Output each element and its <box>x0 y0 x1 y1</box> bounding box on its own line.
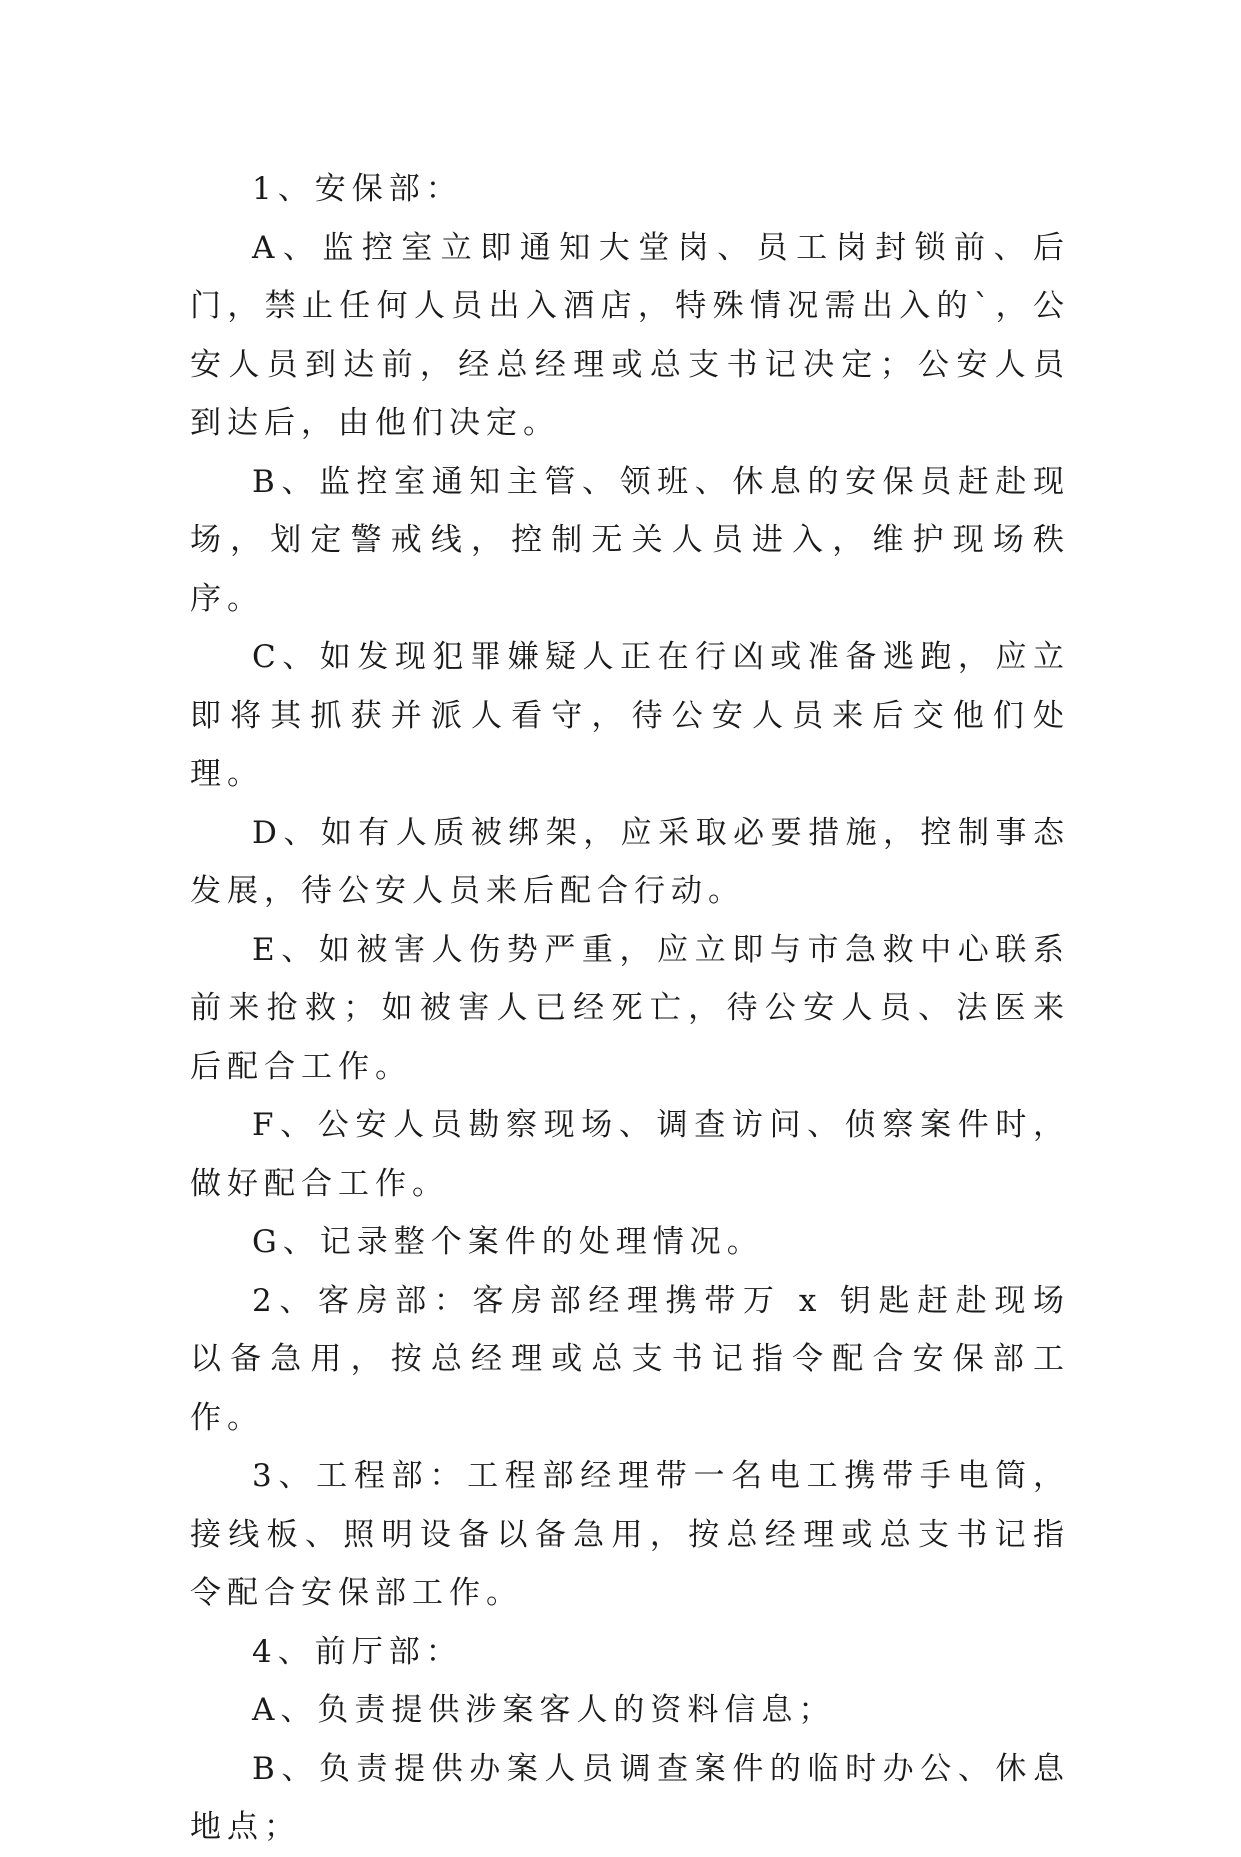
paragraph-security-e: E、如被害人伤势严重，应立即与市急救中心联系前来抢救；如被害人已经死亡，待公安人员、法医来后配合工作。 <box>190 931 1070 1085</box>
document-body <box>190 160 1070 1857</box>
paragraph-housekeeping-dept: 2、客房部：客房部经理携带万 x 钥匙赶赴现场以备急用，按总经理或总支书记指令配合安保部工作。 <box>190 1282 1070 1436</box>
paragraph-front-office-b: B、负责提供办案人员调查案件的临时办公、休息地点； <box>190 1750 1070 1845</box>
heading-front-office-dept: 4、前厅部： <box>252 1633 463 1670</box>
paragraph-front-office-a: A、负责提供涉案客人的资料信息； <box>252 1692 836 1728</box>
heading-security-dept: 1、安保部： <box>252 171 463 207</box>
paragraph-security-d: D、如有人质被绑架，应采取必要措施，控制事态发展，待公安人员来后配合行动。 <box>190 814 1070 909</box>
paragraph-security-a: A、监控室立即通知大堂岗、员工岗封锁前、后门，禁止任何人员出入酒店，特殊情况需出入的`，公安人员到达前，经总经理或总支书记决定；公安人员到达后，由他们决定。 <box>190 229 1070 441</box>
paragraph-security-f: F、公安人员勘察现场、调查访问、侦察案件时，做好配合工作。 <box>190 1107 1070 1202</box>
paragraph-security-b: B、监控室通知主管、领班、休息的安保员赶赴现场，划定警戒线，控制无关人员进入，维护现场秩序。 <box>190 463 1070 617</box>
paragraph-security-g: G、记录整个案件的处理情况。 <box>252 1224 764 1260</box>
paragraph-security-c: C、如发现犯罪嫌疑人正在行凶或准备逃跑，应立即将其抓获并派人看守，待公安人员来后交他们处理。 <box>190 639 1070 792</box>
paragraph-engineering-dept: 3、工程部：工程部经理带一名电工携带手电筒，接线板、照明设备以备急用，按总经理或总支书记指令配合安保部工作。 <box>190 1458 1070 1611</box>
